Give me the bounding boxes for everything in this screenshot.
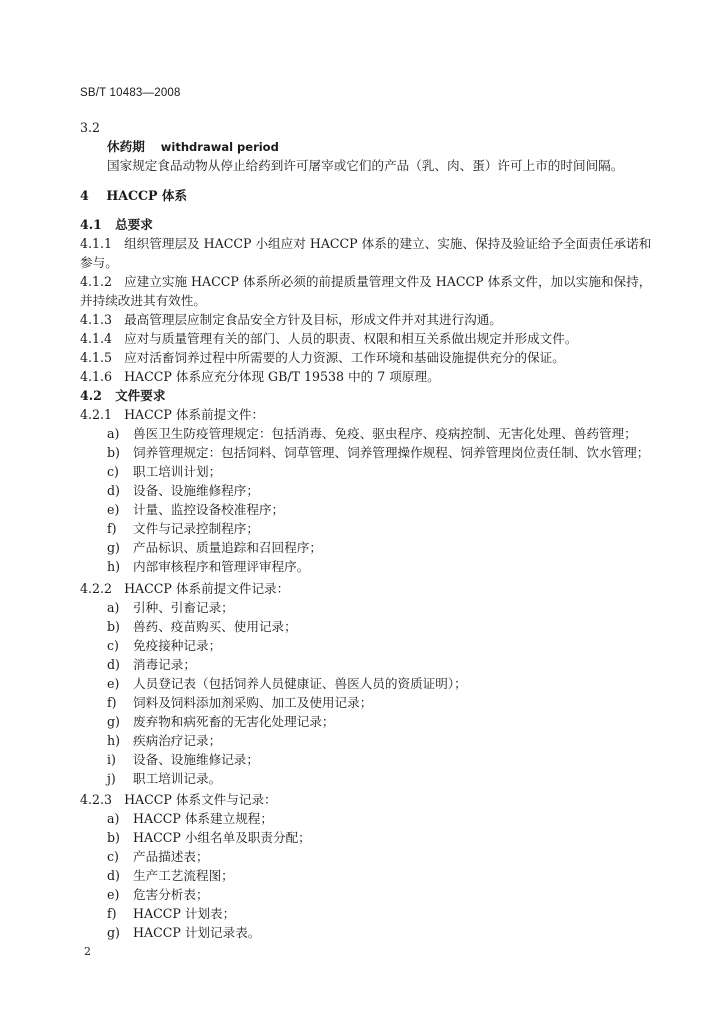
clause-number: 4.1.6	[80, 369, 113, 384]
clause-4-1-2-continuation: 并持续改进其有效性。	[80, 293, 206, 308]
clause-text: 最高管理层应制定食品安全方针及目标，形成文件并对其进行沟通。	[124, 312, 502, 327]
list-item	[107, 694, 372, 712]
list-item-text: 职工培训计划；	[133, 464, 222, 479]
list-item	[107, 425, 637, 443]
list-item	[107, 924, 260, 942]
list-item	[107, 444, 649, 462]
section-title: 文件要求	[115, 388, 166, 403]
clause-text: 应建立实施 HACCP 体系所必须的前提质量管理文件及 HACCP 体系文件，加以实施和保持，	[124, 274, 652, 289]
list-item	[107, 637, 221, 655]
list-marker: b)	[107, 830, 120, 845]
term-chinese: 休药期	[107, 139, 145, 154]
section-4-2-heading	[80, 387, 165, 405]
list-marker: b)	[107, 445, 120, 460]
section-number: 4	[80, 188, 89, 203]
section-4-heading	[80, 187, 187, 205]
list-item	[107, 770, 221, 788]
clause-text: 应对活畜饲养过程中所需要的人力资源、工作环境和基础设施提供充分的保证。	[124, 350, 565, 365]
list-marker: i)	[107, 752, 116, 767]
list-marker: e)	[107, 676, 120, 691]
clause-number: 4.2.1	[80, 407, 113, 422]
section-number: 4.2	[80, 388, 102, 403]
list-item	[107, 905, 235, 923]
list-item	[107, 713, 335, 731]
list-item	[107, 675, 467, 693]
list-item	[107, 867, 234, 885]
clause-number: 4.1.2	[80, 274, 113, 289]
list-marker: d)	[107, 868, 120, 883]
list-item-text: 兽医卫生防疫管理规定：包括消毒、免疫、驱虫程序、疫病控制、无害化处理、兽药管理；	[133, 426, 637, 441]
list-item-text: 消毒记录；	[133, 657, 196, 672]
section-title: 总要求	[115, 217, 153, 232]
list-marker: d)	[107, 483, 120, 498]
clause-4-1-1	[80, 235, 651, 253]
section-title: HACCP 体系	[106, 188, 188, 203]
list-item-text: 设备、设施维修程序；	[133, 483, 259, 498]
clause-number: 4.1.5	[80, 350, 113, 365]
list-marker: c)	[107, 849, 119, 864]
clause-title: HACCP 体系前提文件记录：	[124, 581, 290, 596]
list-marker: h)	[107, 559, 121, 574]
list-marker: g)	[107, 714, 120, 729]
list-marker: a)	[107, 426, 120, 441]
list-item	[107, 886, 209, 904]
list-item	[107, 463, 221, 481]
list-item-text: 饲料及饲料添加剂采购、加工及使用记录；	[133, 695, 373, 710]
clause-number: 4.1.3	[80, 312, 113, 327]
list-item	[107, 829, 311, 847]
clause-4-1-1-continuation: 参与。	[80, 255, 118, 270]
standard-code-header: SB/T 10483—2008	[80, 87, 181, 99]
clause-4-2-3-heading	[80, 791, 277, 809]
section-number: 4.1	[80, 217, 102, 232]
list-item	[107, 848, 209, 866]
list-item-text: 职工培训记录。	[133, 771, 222, 786]
list-marker: h)	[107, 733, 121, 748]
term-definition: 国家规定食品动物从停止给药到许可屠宰或它们的产品（乳、肉、蛋）许可上市的时间间隔。	[107, 158, 624, 173]
clause-number: 4.2.2	[80, 581, 113, 596]
list-marker: f)	[107, 695, 117, 710]
clause-number: 4.1.4	[80, 331, 113, 346]
list-item-text: 设备、设施维修记录；	[133, 752, 259, 767]
list-item-text: 废弃物和病死畜的无害化处理记录；	[133, 714, 335, 729]
list-marker: j)	[107, 771, 116, 786]
list-marker: a)	[107, 600, 120, 615]
term-entry	[107, 138, 279, 156]
list-item	[107, 539, 322, 557]
list-item-text: 饲养管理规定：包括饲料、饲草管理、饲养管理操作规程、饲养管理岗位责任制、饮水管理；	[133, 445, 650, 460]
term-english: withdrawal period	[160, 140, 279, 154]
clause-number-3-2: 3.2	[80, 120, 101, 135]
list-marker: a)	[107, 811, 120, 826]
clause-4-1-6	[80, 368, 440, 386]
list-item	[107, 558, 309, 576]
clause-4-2-2-heading	[80, 580, 289, 598]
list-item	[107, 656, 196, 674]
list-item-text: 人员登记表（包括饲养人员健康证、兽医人员的资质证明）；	[133, 676, 467, 691]
list-item	[107, 618, 297, 636]
list-item	[107, 599, 234, 617]
list-marker: f)	[107, 906, 117, 921]
list-marker: e)	[107, 887, 120, 902]
list-marker: d)	[107, 657, 120, 672]
clause-title: HACCP 体系前提文件：	[124, 407, 265, 422]
list-marker: f)	[107, 521, 117, 536]
list-item	[107, 810, 273, 828]
list-item-text: HACCP 计划记录表。	[133, 925, 261, 940]
list-item-text: 免疫接种记录；	[133, 638, 222, 653]
clause-text: HACCP 体系应充分体现 GB/T 19538 中的 7 项原理。	[124, 369, 440, 384]
list-marker: e)	[107, 502, 120, 517]
list-item	[107, 482, 259, 500]
list-item	[107, 520, 259, 538]
list-item-text: HACCP 体系建立规程；	[133, 811, 273, 826]
list-item-text: 引种、引畜记录；	[133, 600, 234, 615]
list-item-text: 生产工艺流程图；	[133, 868, 234, 883]
list-item	[107, 732, 221, 750]
clause-4-1-2	[80, 273, 651, 291]
list-marker: g)	[107, 925, 120, 940]
list-item-text: 危害分析表；	[133, 887, 209, 902]
list-marker: g)	[107, 540, 120, 555]
list-item-text: 产品描述表；	[133, 849, 209, 864]
clause-number: 4.2.3	[80, 792, 113, 807]
clause-number: 4.1.1	[80, 236, 113, 251]
list-item-text: 产品标识、质量追踪和召回程序；	[133, 540, 322, 555]
clause-text: 组织管理层及 HACCP 小组应对 HACCP 体系的建立、实施、保持及验证给予全面责任承诺和	[124, 236, 652, 251]
clause-4-1-5	[80, 349, 565, 367]
clause-4-1-3	[80, 311, 502, 329]
list-marker: b)	[107, 619, 120, 634]
clause-4-2-1-heading	[80, 406, 264, 424]
clause-text: 应对与质量管理有关的部门、人员的职责、权限和相互关系做出规定并形成文件。	[124, 331, 578, 346]
list-item	[107, 501, 284, 519]
list-item	[107, 751, 259, 769]
list-marker: c)	[107, 638, 119, 653]
list-item-text: 文件与记录控制程序；	[133, 521, 259, 536]
section-4-1-heading	[80, 216, 153, 234]
list-item-text: 疾病治疗记录；	[133, 733, 222, 748]
list-marker: c)	[107, 464, 119, 479]
list-item-text: HACCP 计划表；	[133, 906, 236, 921]
list-item-text: 兽药、疫苗购买、使用记录；	[133, 619, 297, 634]
clause-4-1-4	[80, 330, 577, 348]
list-item-text: 内部审核程序和管理评审程序。	[133, 559, 310, 574]
clause-title: HACCP 体系文件与记录：	[124, 792, 277, 807]
page-number: 2	[84, 945, 91, 958]
list-item-text: HACCP 小组名单及职责分配；	[133, 830, 311, 845]
list-item-text: 计量、监控设备校准程序；	[133, 502, 285, 517]
